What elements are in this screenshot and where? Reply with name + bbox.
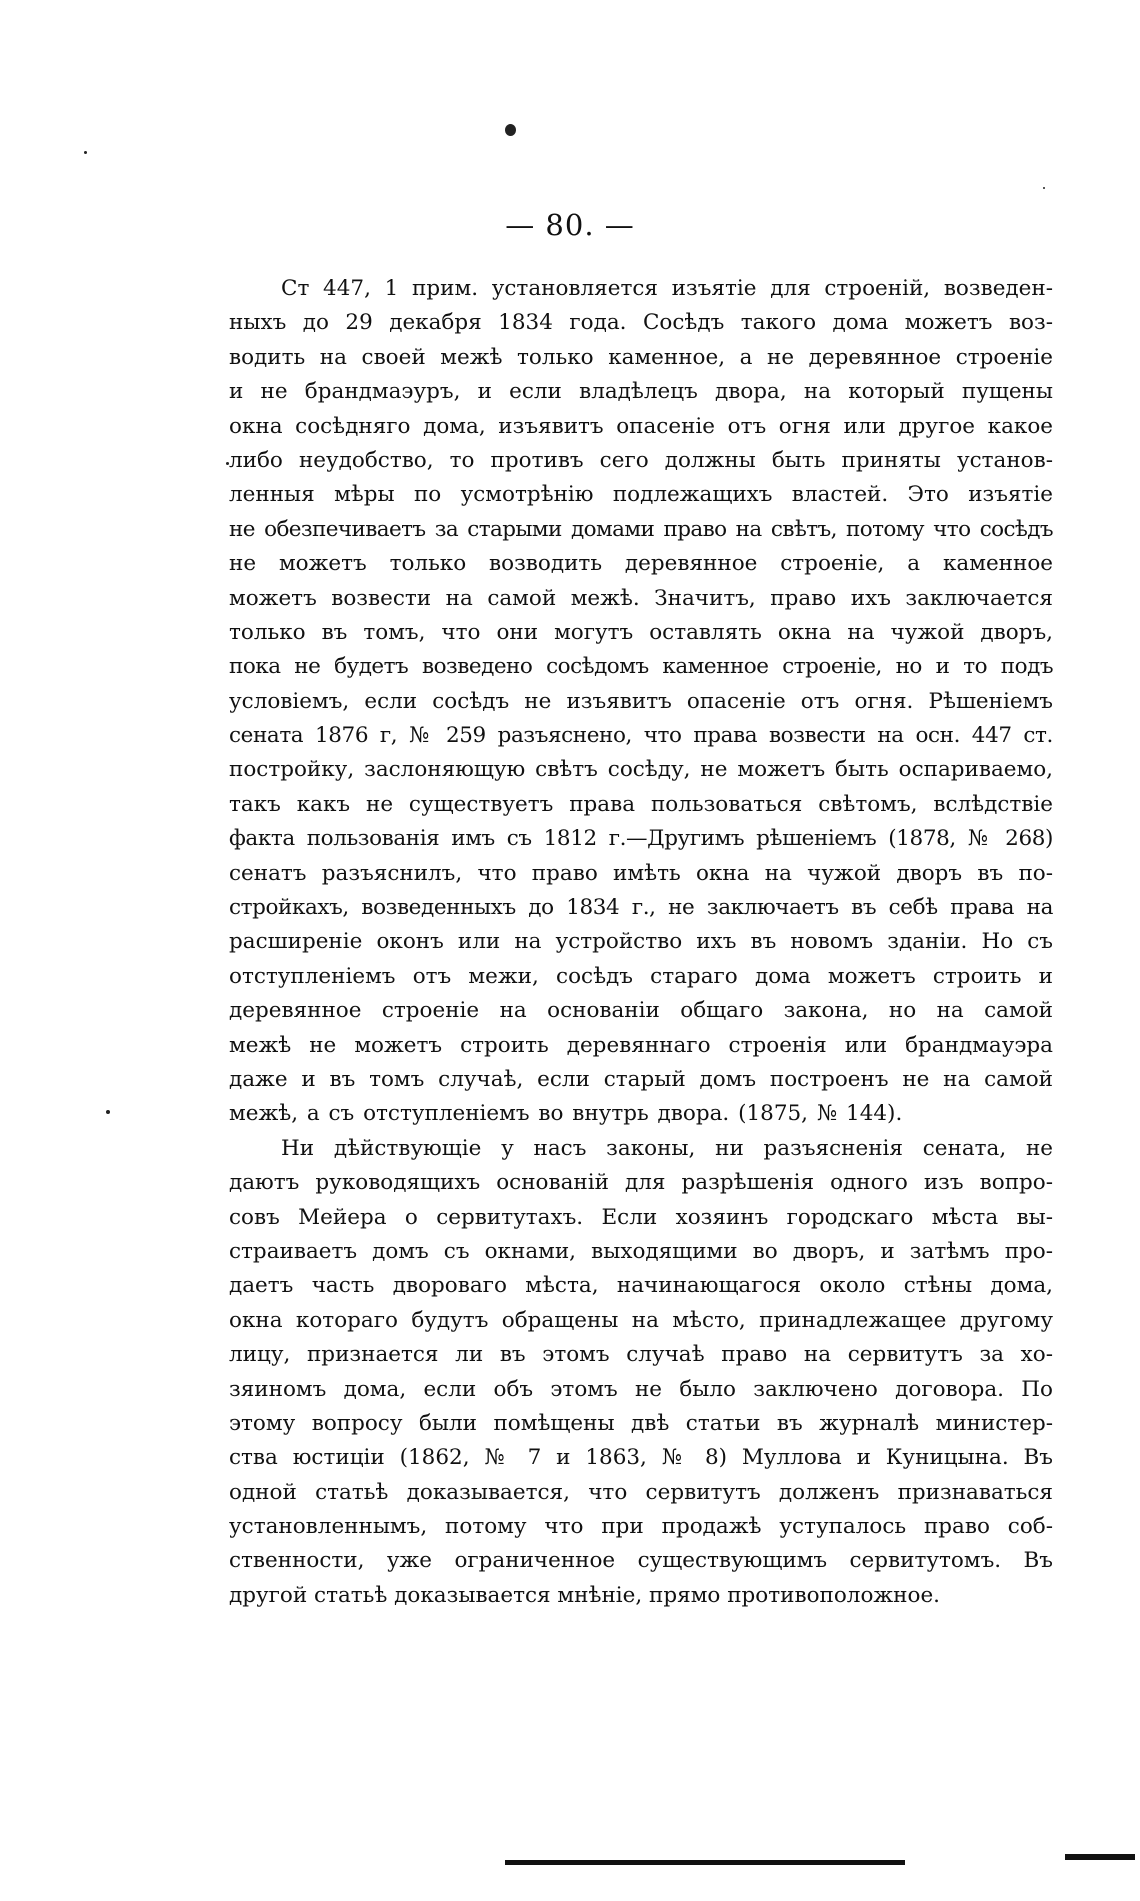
text-line: не можетъ только возводить деревянное строеніе, а каменное <box>229 551 1053 577</box>
ink-speck-top <box>505 124 516 136</box>
text-line: деревянное строеніе на основаніи общаго закона, но на самой <box>229 998 1053 1024</box>
text-line: расширеніе оконъ или на устройство ихъ въ новомъ зданіи. Но съ <box>229 929 1053 955</box>
text-line: постройку, заслоняющую свѣтъ сосѣду, не можетъ быть оспариваемо, <box>229 757 1053 783</box>
text-line: сената 1876 г, № 259 разъяснено, что права возвести на осн. 447 ст. <box>229 723 1053 749</box>
text-line: ленныя мѣры по усмотрѣнію подлежащихъ властей. Это изъятіе <box>229 482 1053 508</box>
text-line: водить на своей межѣ только каменное, а не деревянное строеніе <box>229 344 1053 370</box>
page-number: — 80. — <box>505 208 635 242</box>
text-line: можетъ возвести на самой межѣ. Значитъ, право ихъ заключается <box>229 585 1053 611</box>
text-line: пока не будетъ возведено сосѣдомъ каменное строеніе, но и то подъ <box>229 654 1053 680</box>
ink-speck-left-1 <box>84 151 87 154</box>
text-line: даетъ часть двороваго мѣста, начинающагося около стѣны дома, <box>229 1273 1053 1299</box>
text-line: зяиномъ дома, если объ этомъ не было заключено договора. По <box>229 1376 1053 1402</box>
page-text <box>229 272 1053 1613</box>
paragraph-2 <box>229 1132 1053 1613</box>
text-line: либо неудобство, то противъ сего должны быть приняты установ- <box>229 447 1053 473</box>
text-line: и не брандмаэуръ, и если владѣлецъ двора, на который пущены <box>229 379 1053 405</box>
ink-speck-right <box>1043 187 1045 189</box>
paragraph-1 <box>229 272 1053 1132</box>
text-line: установленнымъ, потому что при продажѣ уступалось право соб- <box>229 1514 1053 1540</box>
text-line: ныхъ до 29 декабря 1834 года. Сосѣдъ такого дома можетъ воз- <box>229 310 1053 336</box>
text-line: факта пользованія имъ съ 1812 г.—Другимъ рѣшеніемъ (1878, № 268) <box>229 826 1053 852</box>
text-line: ственности, уже ограниченное существующимъ сервитутомъ. Въ <box>229 1548 1053 1574</box>
text-line: другой статьѣ доказывается мнѣніе, прямо противоположное. <box>229 1582 941 1608</box>
text-line: страиваетъ домъ съ окнами, выходящими во дворъ, и затѣмъ про- <box>229 1238 1053 1264</box>
text-line: ства юстиціи (1862, № 7 и 1863, № 8) Муллова и Куницына. Въ <box>229 1445 1053 1471</box>
text-line: одной статьѣ доказывается, что сервитутъ долженъ признаваться <box>229 1479 1053 1505</box>
ink-speck-left-3 <box>106 1110 110 1114</box>
text-line: условіемъ, если сосѣдъ не изъявитъ опасеніе отъ огня. Рѣшеніемъ <box>229 688 1053 714</box>
text-line: межѣ не можетъ строить деревяннаго строенія или брандмауэра <box>229 1032 1053 1058</box>
text-line: Ст 447, 1 прим. установляется изъятіе для строеній, возведен- <box>281 276 1053 301</box>
text-line: межѣ, а съ отступленіемъ во внутрь двора. (1875, № 144). <box>229 1101 903 1127</box>
text-line: окна сосѣдняго дома, изъявитъ опасеніе отъ огня или другое какое <box>229 413 1053 439</box>
text-line: не обезпечиваетъ за старыми домами право на свѣтъ, потому что сосѣдъ <box>229 516 1053 542</box>
text-line: сенатъ разъяснилъ, что право имѣть окна на чужой дворъ въ по- <box>229 860 1053 886</box>
bottom-rule-end <box>1065 1854 1135 1860</box>
text-line: окна котораго будутъ обращены на мѣсто, принадлежащее другому <box>229 1307 1053 1333</box>
text-line: отступленіемъ отъ межи, сосѣдъ стараго дома можетъ строить и <box>229 963 1053 989</box>
text-line: даютъ руководящихъ основаній для разрѣшенія одного изъ вопро- <box>229 1170 1053 1196</box>
text-line: Ни дѣйствующіе у насъ законы, ни разъясненія сената, не <box>281 1135 1053 1161</box>
bottom-rule <box>505 1860 905 1865</box>
text-line: этому вопросу были помѣщены двѣ статьи въ журналѣ министер- <box>229 1410 1053 1436</box>
text-line: стройкахъ, возведенныхъ до 1834 г., не заключаетъ въ себѣ права на <box>229 895 1053 921</box>
text-line: такъ какъ не существуетъ права пользоваться свѣтомъ, вслѣдствіе <box>229 791 1053 817</box>
text-line: лицу, признается ли въ этомъ случаѣ право на сервитутъ за хо- <box>229 1342 1053 1368</box>
text-line: совъ Мейера о сервитутахъ. Если хозяинъ городскаго мѣста вы- <box>229 1204 1053 1230</box>
text-line: только въ томъ, что они могутъ оставлять окна на чужой дворъ, <box>229 619 1053 645</box>
text-line: даже и въ томъ случаѣ, если старый домъ построенъ не на самой <box>229 1066 1053 1092</box>
